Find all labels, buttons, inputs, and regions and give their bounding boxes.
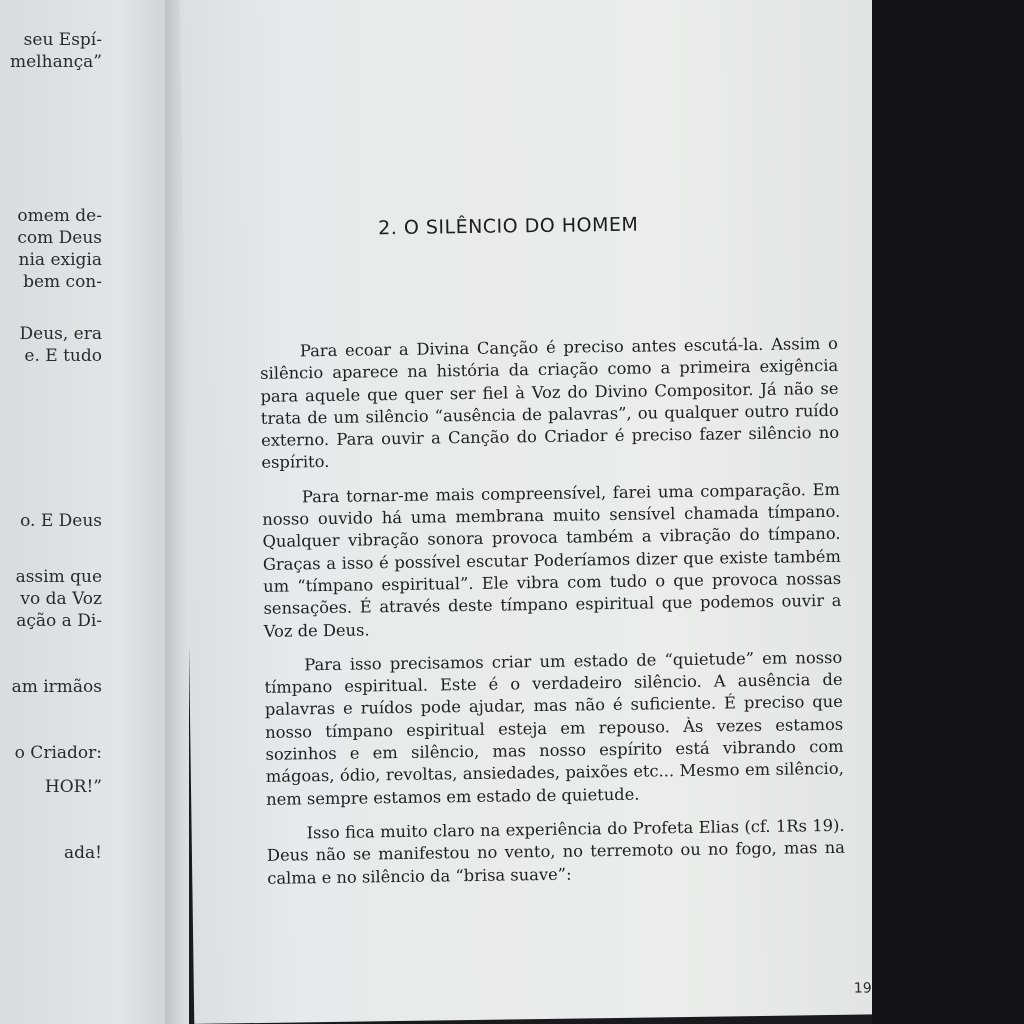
page-number: 19	[853, 980, 872, 997]
left-text-line: seu Espí-	[23, 30, 102, 50]
left-text-line: omem de-	[17, 206, 102, 226]
left-text-line: o. E Deus	[20, 511, 102, 531]
left-text-line: bem con-	[23, 272, 102, 292]
left-text-line: Deus, era	[19, 324, 102, 344]
left-text-line: com Deus	[17, 228, 102, 248]
left-text-line: am irmãos	[11, 677, 102, 697]
left-text-line: e. E tudo	[24, 346, 102, 366]
paragraph: Para isso precisamos criar um estado de “quietude” em nosso tímpano espiritual. Este é o verdadeiro silêncio. A ausência de palavras e ruídos pode ajudar, mas não é suficiente. É preciso que nosso tímpano espiritual esteja em repouso. Às vezes estamos sozinhos e em silêncio, mas nosso espírito está vibrando com mágoas, ódio, revoltas, ansiedades, paixões etc... Mesmo em silêncio, nem sempre estamos em estado de quietude.	[264, 647, 844, 809]
left-text-line: ada!	[64, 843, 102, 863]
chapter-title: 2. O SILÊNCIO DO HOMEM	[378, 213, 639, 240]
body-text	[260, 333, 846, 902]
left-text-line: melhança”	[10, 52, 102, 72]
paragraph: Isso fica muito claro na experiência do Profeta Elias (cf. 1Rs 19). Deus não se manifestou no vento, no terremoto ou no fogo, mas na calma e no silêncio da “brisa suave”:	[266, 815, 846, 888]
left-text-line: assim que	[15, 567, 102, 587]
background-edge	[872, 0, 1024, 1024]
left-text-line: HOR!”	[44, 777, 102, 797]
left-text-line: vo da Voz	[20, 589, 102, 609]
paragraph: Para ecoar a Divina Canção é preciso antes escutá-la. Assim o silêncio aparece na história da criação como a primeira exigência para aquele que quer ser fiel à Voz do Divino Compositor. Já não se trata de um silêncio “ausência de palavras”, ou qualquer outro ruído externo. Para ouvir a Canção do Criador é preciso fazer silêncio no espírito.	[260, 333, 840, 473]
right-page	[180, 0, 894, 1024]
left-page	[0, 0, 172, 1024]
left-text-line: ação a Di-	[16, 611, 102, 631]
left-text-line: o Criador:	[14, 743, 102, 763]
paragraph: Para tornar-me mais compreensível, farei uma comparação. Em nosso ouvido há uma membrana muito sensível chamada tímpano. Qualquer vibração sonora provoca também a vibração do tímpano. Graças a isso é possível escutar Poderíamos dizer que existe também um “tímpano espiritual”. Ele vibra com tudo o que provoca nossas sensações. É através deste tímpano espiritual que podemos ouvir a Voz de Deus.	[262, 479, 842, 641]
left-text-line: nia exigia	[18, 250, 102, 270]
